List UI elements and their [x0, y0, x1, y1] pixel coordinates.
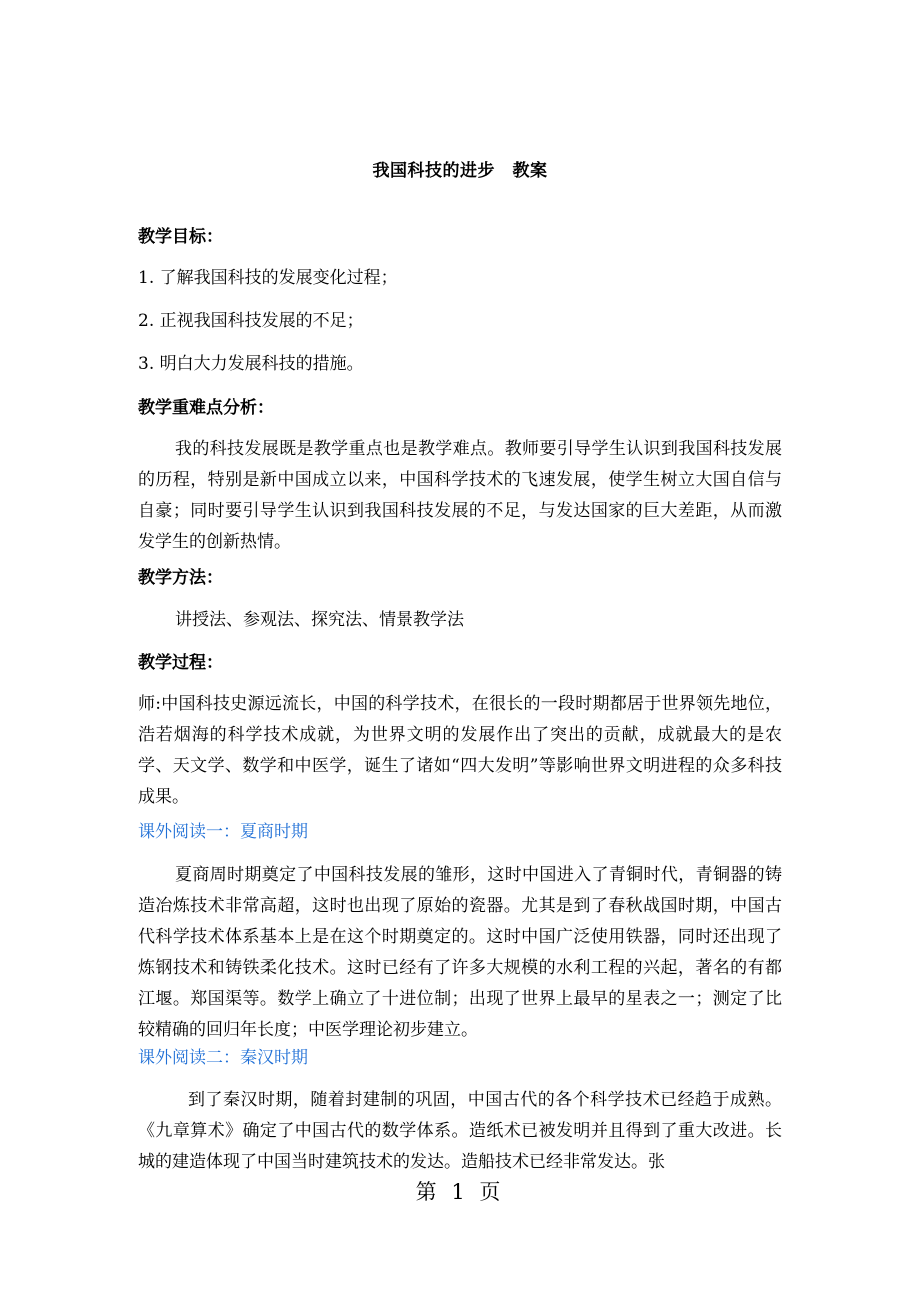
objectives-heading: 教学目标： [138, 227, 223, 247]
reading1-paragraph: 夏商周时期奠定了中国科技发展的雏形，这时中国进入了青铜时代，青铜器的铸造冶炼技术非常高超，这时也出现了原始的瓷器。尤其是到了春秋战国时期，中国古代科学技术体系基本上是在这个时期奠定的。这时中国广泛使用铁器，同时还出现了炼钢技术和铸铁柔化技术。这时已经有了许多大规模的水利工程的兴起，著名的有都江堰。郑国渠等。数学上确立了十进位制；出现了世界上最早的星表之一；测定了比较精确的回归年长度；中医学理论初步建立。 [138, 865, 782, 1040]
page-number: 第 1 页 [415, 1180, 505, 1204]
objective-item-3: 3. 明白大力发展科技的措施。 [138, 354, 364, 374]
process-paragraph: 师:中国科技史源远流长，中国的科学技术，在很长的一段时期都居于世界领先地位，浩若烟海的科学技术成就，为世界文明的发展作出了突出的贡献，成就最大的是农学、天文学、数学和中医学，诞生了诸如“四大发明”等影响世界文明进程的众多科技成果。 [138, 694, 782, 807]
page-title: 我国科技的进步 教案 [372, 161, 548, 181]
key-points-paragraph: 我的科技发展既是教学重点也是教学难点。教师要引导学生认识到我国科技发展的历程，特别是新中国成立以来，中国科学技术的飞速发展，使学生树立大国自信与自豪；同时要引导学生认识到我国科技发展的不足，与发达国家的巨大差距，从而激发学生的创新热情。 [138, 439, 782, 552]
reading2-paragraph: 到了秦汉时期，随着封建制的巩固，中国古代的各个科学技术已经趋于成熟。《九章算术》确定了中国古代的数学体系。造纸术已被发明并且得到了重大改进。长城的建造体现了中国当时建筑技术的发达。造船技术已经非常发达。张 [138, 1090, 782, 1172]
reading2-heading: 课外阅读二：秦汉时期 [138, 1048, 308, 1068]
objective-item-2: 2. 正视我国科技发展的不足； [138, 311, 364, 331]
objective-item-1: 1. 了解我国科技的发展变化过程； [138, 268, 398, 288]
key-points-heading: 教学重难点分析： [138, 398, 274, 418]
process-heading: 教学过程： [138, 653, 223, 673]
methods-heading: 教学方法： [138, 568, 223, 588]
reading1-heading: 课外阅读一：夏商时期 [138, 822, 308, 842]
methods-text: 讲授法、参观法、探究法、情景教学法 [175, 610, 464, 630]
